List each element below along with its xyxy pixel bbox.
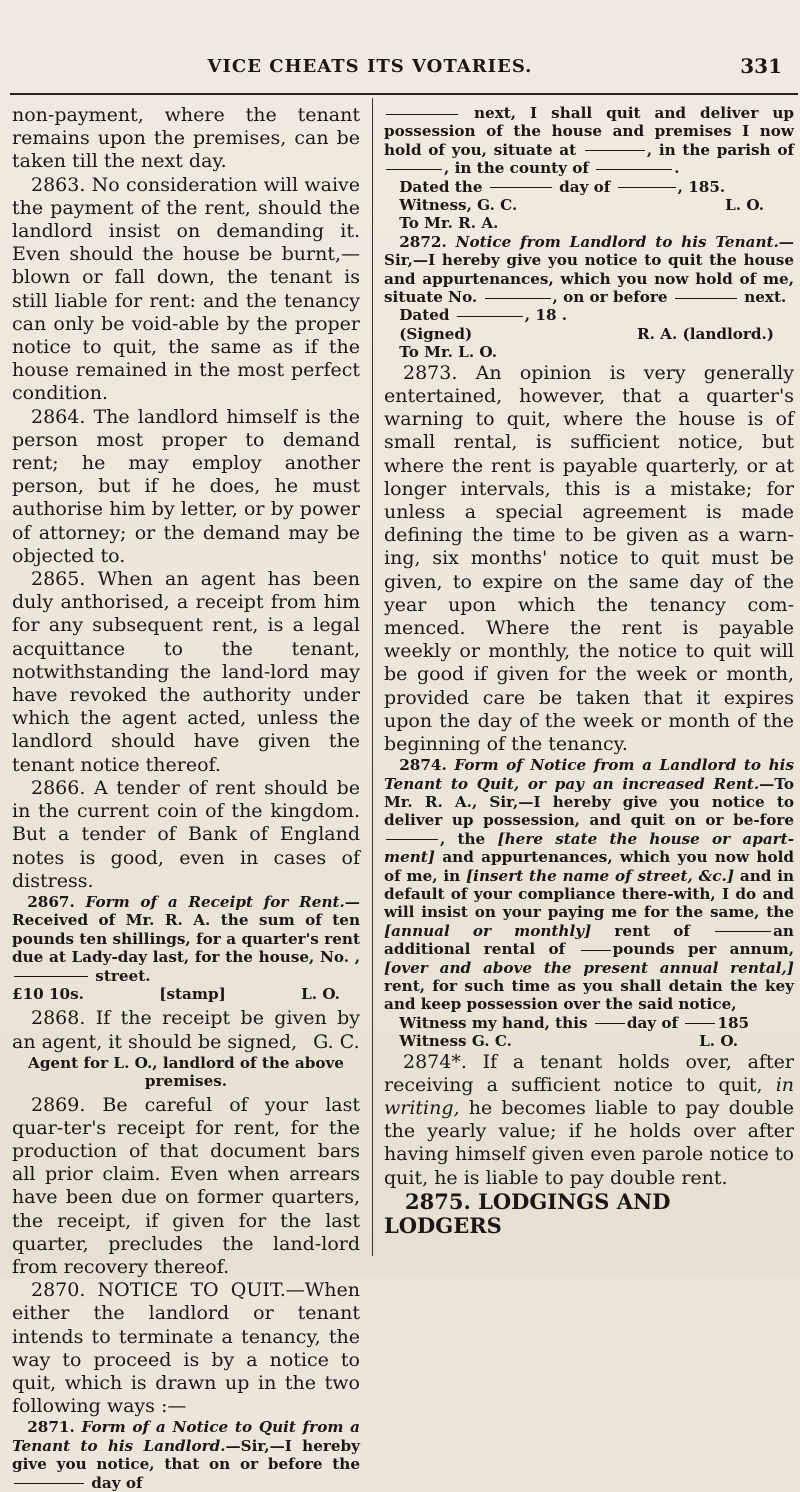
notice-text: , in the parish of <box>646 140 794 159</box>
section-text: rent of <box>614 921 690 940</box>
receipt-amount: £10 10s. <box>12 984 84 1003</box>
witness-hand-line <box>384 1014 794 1032</box>
landlord-signature: R. A. (landlord.) <box>636 324 774 343</box>
signed-line <box>384 325 794 343</box>
section-text: —To Mr. R. A., Sir,—I hereby give you notice to deliver up possession, and quit on or be-fore <box>384 774 794 830</box>
paragraph-2874 <box>384 756 794 1014</box>
section-text: 2874*. If a tenant holds over, after receiving a sufficient notice to quit, <box>384 1050 794 1096</box>
street-word: street. <box>95 966 151 985</box>
paragraph-2868-text: 2868. If the receipt be given by an agent, it should be signed, <box>12 1007 360 1053</box>
day-of: day of <box>559 177 611 196</box>
blank-line <box>14 976 88 977</box>
agent-signature: G. C. <box>313 1030 360 1053</box>
section-text: —Sir,—I hereby give you notice, that on or before the <box>12 1436 360 1474</box>
agent-line: Agent for L. O., landlord of the above premises. <box>28 1053 344 1091</box>
section-text: an additional rental of <box>384 921 794 959</box>
paragraph-continued: non-payment, where the tenant remains upon the premises, can be taken till the next day. <box>12 104 360 173</box>
witness: Witness, G. C. <box>399 196 518 215</box>
section-italic: in writing, <box>384 1073 795 1120</box>
section-text: rent, for such time as you shall detain the key and keep possession over the said notice, <box>384 977 794 1014</box>
paragraph-2872 <box>384 233 794 307</box>
section-italic: [insert the name of street, &c.] <box>466 866 735 885</box>
right-column <box>384 104 794 1238</box>
section-text: pounds per annum, <box>612 940 794 959</box>
paragraph-2874-star <box>384 1051 794 1190</box>
paragraph-2868 <box>12 1007 360 1053</box>
heading-2875: 2875. LODGINGS AND LODGERS <box>384 1188 671 1238</box>
witness-line-2 <box>384 1032 794 1050</box>
blank-line <box>685 1023 715 1024</box>
paragraph-2871 <box>12 1418 360 1492</box>
section-title: Notice from Landlord to his Tenant. <box>455 232 779 251</box>
section-title: Form of a Notice to Quit from a Tenant to his Landlord. <box>12 1418 360 1455</box>
paragraph-2864: 2864. The landlord himself is the person most proper to demand rent; he may employ another person, but if he does, he must authorise him by letter, or by power of attorney; or the demand may be objected to. <box>12 405 360 567</box>
signer: L. O. <box>699 1032 738 1051</box>
notice-continued: next, I shall quit and deliver up possession of the house and premises I now hold of you, situate at , in the parish of , in the county of . <box>384 104 794 178</box>
blank-line <box>457 316 523 317</box>
dated-line-2 <box>384 306 794 324</box>
section-title: Form of Notice from a Landlord to his Tenant to Quit, or pay an increased Rent. <box>384 756 794 793</box>
section-number: 2872. <box>399 232 447 251</box>
section-title: Form of a Receipt for Rent. <box>85 892 345 911</box>
section-text: —Received of Mr. R. A. the sum of ten pounds ten shillings, for a quarter's rent due at Lady-day last, for the house, No. , <box>12 892 360 967</box>
signer: L. O. <box>725 196 764 215</box>
section-text: , the <box>440 829 486 848</box>
header-rule <box>10 93 798 95</box>
year: , 18 . <box>524 306 568 325</box>
dated: Dated <box>399 306 450 325</box>
section-text: , on or before <box>552 288 668 307</box>
notice-text: , in the county of <box>444 159 589 178</box>
notice-text: next, I shall quit and deliver up possession of the house and premises I now hold of you, situate at <box>384 104 794 159</box>
year: 185 <box>717 1013 750 1032</box>
dated-line <box>384 178 794 196</box>
section-italic: [here state the house or apart-ment] <box>384 829 795 867</box>
left-column <box>12 104 360 1492</box>
section-text: —Sir,—I hereby give you notice to quit the house and appurtenances, which you now hold of me, situate No. <box>384 232 794 307</box>
section-italic: [annual or monthly] <box>384 921 592 940</box>
blank-line <box>386 839 438 840</box>
section-italic: [over and above the present annual rental,] <box>384 958 794 977</box>
blank-line <box>386 169 442 170</box>
blank-line <box>715 931 771 932</box>
column-divider <box>372 98 373 1256</box>
section-text: and appurtenances, which you now hold of me, in <box>384 848 794 885</box>
blank-line <box>675 298 737 299</box>
receipt-stamp: [stamp] <box>159 984 226 1003</box>
blank-line <box>596 169 672 170</box>
blank-line <box>386 114 458 115</box>
witness-line <box>384 196 794 214</box>
section-number: 2867. <box>27 892 75 911</box>
paragraph-2867 <box>12 893 360 985</box>
receipt-line <box>12 985 360 1003</box>
page-number: 331 <box>740 54 782 78</box>
signed: (Signed) <box>399 324 473 343</box>
blank-line <box>14 1483 84 1484</box>
next-word: next. <box>744 288 787 307</box>
day-of: day of <box>626 1013 679 1032</box>
paragraph-2873: 2873. An opinion is very generally entertained, however, that a quarter's warning to quit, where the house is of small rental, is sufficient notice, but where the rent is payable quarterly, or at longer intervals, this is a mistake; for unless a special agreement is made defining the time to be given as a warn-ing, six months' notice to quit must be given, to expire on the same day of the year upon which the tenancy com-menced. Where the rent is payable weekly or monthly, the notice to quit will be good if given for the week or month, provided care be taken that it expires upon the day of the week or month of the beginning of the tenancy. <box>384 361 794 755</box>
section-number: 2871. <box>27 1418 75 1437</box>
section-text: and in default of your compliance there-with, I do and will insist on your paying me for the same, the <box>384 866 795 922</box>
day-of: day of <box>91 1473 143 1492</box>
witness: Witness G. C. <box>399 1032 512 1051</box>
paragraph-2863: 2863. No consideration will waive the payment of the rent, should the landlord insist on demanding it. Even should the house be burnt,—blown or fall down, the tenant is still liable for rent: and the tenancy can only be void-able by the proper notice to quit, the same as if the house remained in the most perfect condition. <box>12 173 360 405</box>
paragraph-2869: 2869. Be careful of your last quar-ter's receipt for rent, for the production of that document bars all prior claim. Even when arrears have been due on former quarters, the receipt, if given for the last quarter, precludes the land-lord from recovery thereof. <box>12 1093 360 1278</box>
blank-line <box>581 950 611 951</box>
running-title: VICE CHEATS ITS VOTARIES. <box>207 56 533 77</box>
blank-line <box>595 1023 625 1024</box>
paragraph-2866: 2866. A tender of rent should be in the current coin of the kingdom. But a tender of Bank of England notes is good, even in cases of distress. <box>12 776 360 892</box>
addressee: To Mr. L. O. <box>399 343 498 362</box>
paragraph-2870: 2870. NOTICE TO QUIT.—When either the landlord or tenant intends to terminate a tenancy, the way to proceed is by a notice to quit, which is drawn up in the two following ways :— <box>12 1279 360 1418</box>
witness-hand: Witness my hand, this <box>399 1013 588 1032</box>
blank-line <box>585 150 645 151</box>
blank-line <box>490 187 552 188</box>
addressee: To Mr. R. A. <box>399 214 499 233</box>
year: , 185. <box>677 177 726 196</box>
receipt-signer: L. O. <box>301 984 340 1003</box>
dated-the: Dated the <box>399 177 483 196</box>
section-text: he becomes liable to pay double the yearly value; if he holds over after having himself given even parole notice to quit, he is liable to pay double rent. <box>384 1097 795 1189</box>
paragraph-2865: 2865. When an agent has been duly anthorised, a receipt from him for any subsequent rent, is a legal acquittance to the tenant, notwithstanding the land-lord may have revoked the authority under which the agent acted, unless the landlord should have given the tenant notice thereof. <box>12 568 360 776</box>
section-number: 2874. <box>399 756 447 775</box>
blank-line <box>485 298 551 299</box>
running-header <box>0 54 800 84</box>
blank-line <box>618 187 676 188</box>
